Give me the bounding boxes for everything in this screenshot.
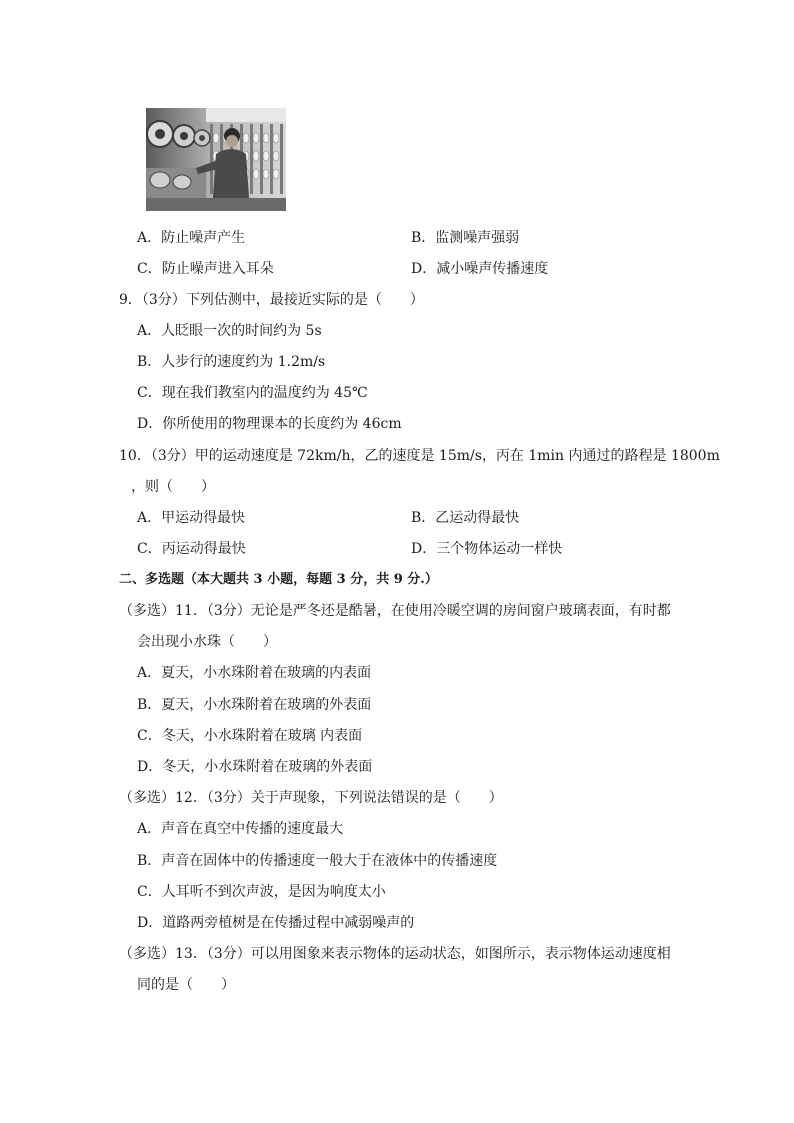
q10-stem-continued: ，则（ ） <box>131 479 215 495</box>
q9-option-b: B．人步行的速度约为 1.2m/s <box>137 354 326 370</box>
q11-stem-continued: 会出现小水珠（ ） <box>137 634 277 650</box>
q12-option-a: A．声音在真空中传播的速度最大 <box>137 821 344 837</box>
q12-option-c: C．人耳听不到次声波，是因为响度太小 <box>137 884 386 900</box>
q10-option-a: A．甲运动得最快 <box>137 510 246 526</box>
q8-option-c: C．防止噪声进入耳朵 <box>137 261 274 277</box>
q13-stem: （多选）13．（3分）可以用图象来表示物体的运动状态，如图所示，表示物体运动速度相 <box>119 946 671 962</box>
q9-stem: 9．（3分）下列估测中，最接近实际的是（ ） <box>119 292 424 308</box>
q10-option-c: C．丙运动得最快 <box>137 541 246 557</box>
q10-option-b: B．乙运动得最快 <box>411 510 520 526</box>
q12-option-d: D．道路两旁植树是在传播过程中减弱噪声的 <box>137 915 415 931</box>
q11-stem: （多选）11．（3分）无论是严冬还是酷暑，在使用冷暖空调的房间窗户玻璃表面，有时都 <box>119 603 671 619</box>
q12-option-b: B．声音在固体中的传播速度一般大于在液体中的传播速度 <box>137 853 498 869</box>
q13-stem-continued: 同的是（ ） <box>137 977 235 993</box>
q9-option-d: D．你所使用的物理课本的长度约为 46cm <box>137 416 402 432</box>
q11-option-b: B．夏天，小水珠附着在玻璃的外表面 <box>137 697 372 713</box>
q11-option-d: D．冬天，小水珠附着在玻璃的外表面 <box>137 759 373 775</box>
q11-option-a: A．夏天，小水珠附着在玻璃的内表面 <box>137 665 372 681</box>
factory-worker-photo <box>146 108 286 211</box>
section-heading-multiple-choice: 二、多选题（本大题共 3 小题，每题 3 分，共 9 分.） <box>119 572 438 587</box>
q10-stem: 10．（3分）甲的运动速度是 72km/h，乙的速度是 15m/s，丙在 1min 内通过的路程是 1800m <box>119 448 720 464</box>
q10-option-d: D．三个物体运动一样快 <box>411 541 563 557</box>
q11-option-c: C．冬天，小水珠附着在玻璃 内表面 <box>137 728 363 744</box>
q9-option-c: C．现在我们教室内的温度约为 45℃ <box>137 385 368 401</box>
q8-option-d: D．减小噪声传播速度 <box>411 261 549 277</box>
q12-stem: （多选）12．（3分）关于声现象，下列说法错误的是（ ） <box>119 790 503 806</box>
q9-option-a: A．人眨眼一次的时间约为 5s <box>137 323 322 339</box>
q8-option-b: B．监测噪声强弱 <box>411 230 520 246</box>
q8-option-a: A．防止噪声产生 <box>137 230 246 246</box>
